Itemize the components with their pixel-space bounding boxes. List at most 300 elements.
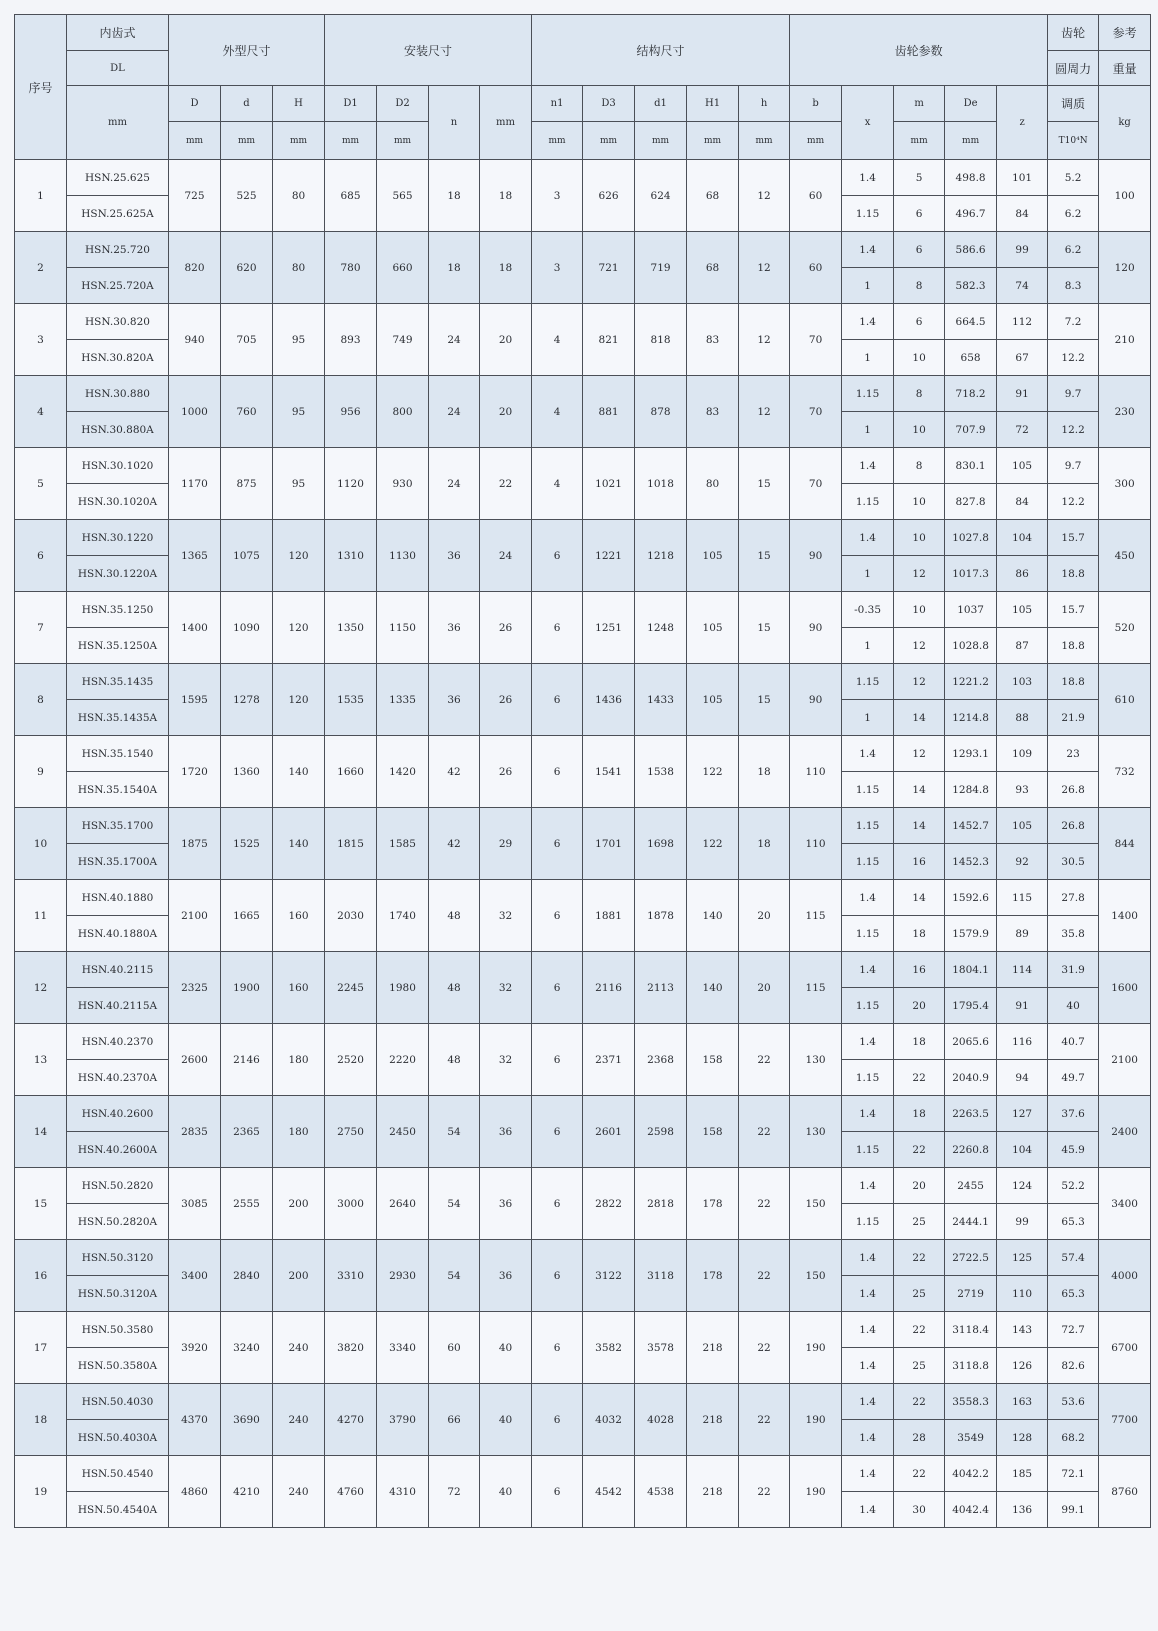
unit-n1: mm <box>532 122 583 160</box>
cell-model: HSN.50.3580 <box>67 1312 169 1348</box>
cell-gear-De: 4042.4 <box>945 1492 997 1528</box>
cell-n1: 6 <box>532 736 583 808</box>
cell-model: HSN.35.1250 <box>67 592 169 628</box>
cell-gear-De: 1452.3 <box>945 844 997 880</box>
cell-gear-De: 1037 <box>945 592 997 628</box>
cell-kg: 450 <box>1099 520 1151 592</box>
cell-gear-T: 65.3 <box>1048 1276 1099 1312</box>
cell-D1: 3820 <box>325 1312 377 1384</box>
cell-gear-x: 1.4 <box>842 304 894 340</box>
cell-mm: 24 <box>480 520 532 592</box>
cell-b: 60 <box>790 160 842 232</box>
cell-model: HSN.35.1540 <box>67 736 169 772</box>
cell-D1: 1350 <box>325 592 377 664</box>
cell-D: 2600 <box>169 1024 221 1096</box>
cell-h: 20 <box>739 952 790 1024</box>
cell-b: 90 <box>790 664 842 736</box>
cell-D: 820 <box>169 232 221 304</box>
cell-d1: 1538 <box>635 736 687 808</box>
cell-model: HSN.40.1880 <box>67 880 169 916</box>
cell-gear-T: 5.2 <box>1048 160 1099 196</box>
cell-H: 140 <box>273 808 325 880</box>
cell-gear-De: 582.3 <box>945 268 997 304</box>
cell-D: 1000 <box>169 376 221 448</box>
cell-D3: 2822 <box>583 1168 635 1240</box>
cell-gear-z: 126 <box>997 1348 1048 1384</box>
cell-seq: 7 <box>15 592 67 664</box>
cell-b: 115 <box>790 952 842 1024</box>
cell-d: 1525 <box>221 808 273 880</box>
cell-D: 3920 <box>169 1312 221 1384</box>
cell-D3: 626 <box>583 160 635 232</box>
cell-model: HSN.40.2370A <box>67 1060 169 1096</box>
cell-model: HSN.50.2820A <box>67 1204 169 1240</box>
cell-gear-De: 707.9 <box>945 412 997 448</box>
cell-D2: 1585 <box>377 808 429 880</box>
col-tempering: 调质 <box>1048 86 1099 122</box>
cell-n1: 6 <box>532 520 583 592</box>
cell-gear-z: 124 <box>997 1168 1048 1204</box>
unit-d: mm <box>221 122 273 160</box>
cell-gear-x: 1.15 <box>842 1204 894 1240</box>
cell-model: HSN.40.2370 <box>67 1024 169 1060</box>
table-row <box>15 304 1151 340</box>
cell-gear-m: 12 <box>894 556 945 592</box>
cell-gear-T: 8.3 <box>1048 268 1099 304</box>
cell-H: 95 <box>273 376 325 448</box>
cell-gear-De: 827.8 <box>945 484 997 520</box>
unit-force: T10⁴N <box>1048 122 1099 160</box>
cell-gear-T: 31.9 <box>1048 952 1099 988</box>
cell-gear-T: 26.8 <box>1048 808 1099 844</box>
cell-n1: 4 <box>532 304 583 376</box>
unit-h: mm <box>739 122 790 160</box>
cell-gear-z: 84 <box>997 484 1048 520</box>
cell-n: 60 <box>429 1312 480 1384</box>
cell-D1: 1660 <box>325 736 377 808</box>
cell-H1: 68 <box>687 232 739 304</box>
cell-mm: 40 <box>480 1312 532 1384</box>
cell-n: 24 <box>429 304 480 376</box>
cell-D1: 1310 <box>325 520 377 592</box>
cell-gear-x: 1.15 <box>842 376 894 412</box>
cell-d1: 2598 <box>635 1096 687 1168</box>
cell-gear-T: 12.2 <box>1048 484 1099 520</box>
cell-seq: 14 <box>15 1096 67 1168</box>
cell-gear-z: 104 <box>997 1132 1048 1168</box>
cell-H: 140 <box>273 736 325 808</box>
cell-b: 190 <box>790 1456 842 1528</box>
cell-D2: 1130 <box>377 520 429 592</box>
cell-gear-x: 1.4 <box>842 1348 894 1384</box>
cell-gear-m: 16 <box>894 844 945 880</box>
cell-gear-m: 8 <box>894 448 945 484</box>
cell-gear-z: 110 <box>997 1276 1048 1312</box>
cell-kg: 844 <box>1099 808 1151 880</box>
cell-D1: 780 <box>325 232 377 304</box>
cell-gear-T: 23 <box>1048 736 1099 772</box>
cell-kg: 2400 <box>1099 1096 1151 1168</box>
col-D3: D3 <box>583 86 635 122</box>
col-d1: d1 <box>635 86 687 122</box>
cell-D: 1170 <box>169 448 221 520</box>
col-D2: D2 <box>377 86 429 122</box>
cell-D2: 4310 <box>377 1456 429 1528</box>
cell-mm: 18 <box>480 160 532 232</box>
cell-model: HSN.25.625A <box>67 196 169 232</box>
cell-D: 2100 <box>169 880 221 952</box>
cell-gear-De: 4042.2 <box>945 1456 997 1492</box>
cell-n: 36 <box>429 664 480 736</box>
cell-model: HSN.30.1020A <box>67 484 169 520</box>
cell-gear-T: 9.7 <box>1048 376 1099 412</box>
cell-D3: 721 <box>583 232 635 304</box>
cell-n1: 6 <box>532 664 583 736</box>
cell-gear-x: 1.15 <box>842 196 894 232</box>
cell-kg: 610 <box>1099 664 1151 736</box>
table-row <box>15 592 1151 628</box>
cell-gear-m: 10 <box>894 484 945 520</box>
cell-D2: 3340 <box>377 1312 429 1384</box>
cell-model: HSN.35.1435 <box>67 664 169 700</box>
cell-D: 1875 <box>169 808 221 880</box>
cell-H1: 218 <box>687 1456 739 1528</box>
cell-H1: 140 <box>687 880 739 952</box>
cell-b: 190 <box>790 1312 842 1384</box>
cell-H1: 178 <box>687 1240 739 1312</box>
cell-gear-m: 22 <box>894 1132 945 1168</box>
cell-H: 95 <box>273 448 325 520</box>
cell-D: 1720 <box>169 736 221 808</box>
cell-D2: 800 <box>377 376 429 448</box>
cell-gear-T: 40.7 <box>1048 1024 1099 1060</box>
cell-D3: 2601 <box>583 1096 635 1168</box>
cell-model: HSN.50.4030 <box>67 1384 169 1420</box>
cell-gear-z: 84 <box>997 196 1048 232</box>
cell-b: 110 <box>790 808 842 880</box>
cell-d: 1900 <box>221 952 273 1024</box>
cell-gear-x: 1.15 <box>842 484 894 520</box>
cell-model: HSN.40.2115A <box>67 988 169 1024</box>
cell-n1: 6 <box>532 1456 583 1528</box>
cell-H1: 83 <box>687 376 739 448</box>
cell-n: 54 <box>429 1168 480 1240</box>
cell-H: 240 <box>273 1456 325 1528</box>
cell-D2: 2450 <box>377 1096 429 1168</box>
cell-gear-x: 1.4 <box>842 1420 894 1456</box>
cell-H1: 218 <box>687 1312 739 1384</box>
cell-h: 15 <box>739 448 790 520</box>
cell-n: 72 <box>429 1456 480 1528</box>
cell-gear-x: 1.15 <box>842 1060 894 1096</box>
cell-D3: 1541 <box>583 736 635 808</box>
cell-H1: 158 <box>687 1096 739 1168</box>
cell-D: 1365 <box>169 520 221 592</box>
cell-gear-m: 22 <box>894 1060 945 1096</box>
cell-gear-m: 6 <box>894 196 945 232</box>
cell-h: 22 <box>739 1096 790 1168</box>
cell-gear-z: 163 <box>997 1384 1048 1420</box>
table-row <box>15 1096 1151 1132</box>
cell-gear-T: 21.9 <box>1048 700 1099 736</box>
cell-d: 875 <box>221 448 273 520</box>
cell-gear-m: 25 <box>894 1204 945 1240</box>
header-force-mid: 圆周力 <box>1048 51 1099 86</box>
cell-mm: 32 <box>480 880 532 952</box>
header-force-top: 齿轮 <box>1048 15 1099 51</box>
col-H: H <box>273 86 325 122</box>
table-row <box>15 1168 1151 1204</box>
cell-kg: 6700 <box>1099 1312 1151 1384</box>
cell-d: 2146 <box>221 1024 273 1096</box>
col-b: b <box>790 86 842 122</box>
cell-gear-m: 10 <box>894 592 945 628</box>
cell-D1: 2030 <box>325 880 377 952</box>
cell-gear-De: 1028.8 <box>945 628 997 664</box>
cell-b: 60 <box>790 232 842 304</box>
cell-n: 66 <box>429 1384 480 1456</box>
cell-gear-De: 1027.8 <box>945 520 997 556</box>
cell-gear-x: 1.4 <box>842 160 894 196</box>
cell-D: 725 <box>169 160 221 232</box>
cell-kg: 3400 <box>1099 1168 1151 1240</box>
cell-gear-m: 14 <box>894 808 945 844</box>
table-row <box>15 160 1151 196</box>
cell-n1: 6 <box>532 1168 583 1240</box>
cell-gear-De: 658 <box>945 340 997 376</box>
cell-model: HSN.35.1435A <box>67 700 169 736</box>
table-row <box>15 736 1151 772</box>
table-row <box>15 664 1151 700</box>
cell-H: 120 <box>273 520 325 592</box>
table-row <box>15 1312 1151 1348</box>
cell-n: 42 <box>429 736 480 808</box>
cell-D2: 3790 <box>377 1384 429 1456</box>
unit-De: mm <box>945 122 997 160</box>
cell-gear-T: 27.8 <box>1048 880 1099 916</box>
cell-gear-x: 1 <box>842 628 894 664</box>
cell-n1: 6 <box>532 1096 583 1168</box>
cell-D3: 4032 <box>583 1384 635 1456</box>
cell-b: 130 <box>790 1096 842 1168</box>
cell-gear-m: 22 <box>894 1240 945 1276</box>
cell-d1: 818 <box>635 304 687 376</box>
cell-model: HSN.50.3120 <box>67 1240 169 1276</box>
cell-model: HSN.40.1880A <box>67 916 169 952</box>
cell-H: 120 <box>273 664 325 736</box>
cell-model: HSN.35.1700A <box>67 844 169 880</box>
cell-gear-m: 20 <box>894 988 945 1024</box>
cell-model: HSN.50.4030A <box>67 1420 169 1456</box>
cell-d1: 4538 <box>635 1456 687 1528</box>
cell-model: HSN.30.820A <box>67 340 169 376</box>
table-row <box>15 232 1151 268</box>
cell-H1: 122 <box>687 808 739 880</box>
cell-gear-T: 9.7 <box>1048 448 1099 484</box>
cell-gear-De: 2260.8 <box>945 1132 997 1168</box>
cell-mm: 36 <box>480 1168 532 1240</box>
cell-h: 22 <box>739 1384 790 1456</box>
col-bolt-mm: mm <box>480 86 532 160</box>
cell-H1: 68 <box>687 160 739 232</box>
cell-mm: 40 <box>480 1456 532 1528</box>
cell-gear-m: 12 <box>894 736 945 772</box>
cell-kg: 520 <box>1099 592 1151 664</box>
unit-d1: mm <box>635 122 687 160</box>
cell-D2: 1420 <box>377 736 429 808</box>
table-row <box>15 1024 1151 1060</box>
cell-H: 80 <box>273 232 325 304</box>
cell-n: 54 <box>429 1240 480 1312</box>
cell-gear-z: 105 <box>997 592 1048 628</box>
cell-gear-De: 1293.1 <box>945 736 997 772</box>
cell-gear-T: 6.2 <box>1048 232 1099 268</box>
cell-gear-z: 74 <box>997 268 1048 304</box>
cell-b: 115 <box>790 880 842 952</box>
cell-gear-T: 40 <box>1048 988 1099 1024</box>
cell-d1: 1248 <box>635 592 687 664</box>
cell-gear-T: 68.2 <box>1048 1420 1099 1456</box>
cell-model: HSN.25.720 <box>67 232 169 268</box>
cell-h: 12 <box>739 232 790 304</box>
cell-D: 4370 <box>169 1384 221 1456</box>
cell-gear-De: 2722.5 <box>945 1240 997 1276</box>
cell-gear-x: 1.4 <box>842 1024 894 1060</box>
cell-d: 2365 <box>221 1096 273 1168</box>
cell-gear-m: 10 <box>894 412 945 448</box>
cell-gear-z: 125 <box>997 1240 1048 1276</box>
cell-gear-x: 1.4 <box>842 1456 894 1492</box>
cell-D: 1400 <box>169 592 221 664</box>
cell-d1: 624 <box>635 160 687 232</box>
cell-gear-m: 6 <box>894 232 945 268</box>
cell-gear-m: 18 <box>894 1096 945 1132</box>
cell-H1: 218 <box>687 1384 739 1456</box>
cell-D1: 2245 <box>325 952 377 1024</box>
cell-gear-z: 93 <box>997 772 1048 808</box>
cell-b: 150 <box>790 1240 842 1312</box>
cell-kg: 100 <box>1099 160 1151 232</box>
cell-gear-x: 1.15 <box>842 1132 894 1168</box>
cell-D2: 660 <box>377 232 429 304</box>
cell-gear-z: 99 <box>997 1204 1048 1240</box>
cell-n1: 3 <box>532 232 583 304</box>
cell-gear-z: 115 <box>997 880 1048 916</box>
cell-gear-z: 88 <box>997 700 1048 736</box>
cell-gear-De: 2040.9 <box>945 1060 997 1096</box>
cell-D3: 881 <box>583 376 635 448</box>
col-D1: D1 <box>325 86 377 122</box>
cell-gear-T: 26.8 <box>1048 772 1099 808</box>
cell-gear-De: 3118.4 <box>945 1312 997 1348</box>
table-row <box>15 448 1151 484</box>
cell-D1: 2520 <box>325 1024 377 1096</box>
cell-h: 12 <box>739 376 790 448</box>
cell-D: 3400 <box>169 1240 221 1312</box>
cell-seq: 11 <box>15 880 67 952</box>
cell-gear-z: 105 <box>997 808 1048 844</box>
cell-seq: 5 <box>15 448 67 520</box>
cell-D1: 3000 <box>325 1168 377 1240</box>
cell-n1: 6 <box>532 808 583 880</box>
cell-gear-z: 101 <box>997 160 1048 196</box>
cell-kg: 732 <box>1099 736 1151 808</box>
table-row <box>15 1456 1151 1492</box>
cell-seq: 8 <box>15 664 67 736</box>
unit-m: mm <box>894 122 945 160</box>
cell-D2: 1150 <box>377 592 429 664</box>
cell-D: 2835 <box>169 1096 221 1168</box>
cell-gear-m: 14 <box>894 772 945 808</box>
cell-d: 2840 <box>221 1240 273 1312</box>
cell-model: HSN.30.1020 <box>67 448 169 484</box>
cell-n: 54 <box>429 1096 480 1168</box>
table-row <box>15 1384 1151 1420</box>
cell-kg: 4000 <box>1099 1240 1151 1312</box>
cell-gear-x: -0.35 <box>842 592 894 628</box>
cell-seq: 12 <box>15 952 67 1024</box>
cell-gear-T: 72.1 <box>1048 1456 1099 1492</box>
cell-seq: 10 <box>15 808 67 880</box>
cell-h: 18 <box>739 736 790 808</box>
cell-D3: 2371 <box>583 1024 635 1096</box>
cell-D1: 4270 <box>325 1384 377 1456</box>
cell-gear-z: 87 <box>997 628 1048 664</box>
cell-H1: 105 <box>687 520 739 592</box>
cell-gear-T: 7.2 <box>1048 304 1099 340</box>
cell-D2: 1335 <box>377 664 429 736</box>
cell-D2: 2640 <box>377 1168 429 1240</box>
cell-d1: 2368 <box>635 1024 687 1096</box>
cell-gear-T: 18.8 <box>1048 628 1099 664</box>
cell-d: 1075 <box>221 520 273 592</box>
cell-model: HSN.40.2600 <box>67 1096 169 1132</box>
cell-b: 70 <box>790 304 842 376</box>
cell-D: 1595 <box>169 664 221 736</box>
cell-D3: 1701 <box>583 808 635 880</box>
cell-D3: 3582 <box>583 1312 635 1384</box>
cell-gear-z: 67 <box>997 340 1048 376</box>
cell-h: 22 <box>739 1312 790 1384</box>
cell-n: 36 <box>429 520 480 592</box>
cell-gear-z: 103 <box>997 664 1048 700</box>
cell-D3: 821 <box>583 304 635 376</box>
cell-gear-T: 18.8 <box>1048 664 1099 700</box>
cell-n: 18 <box>429 160 480 232</box>
cell-n1: 6 <box>532 880 583 952</box>
cell-n: 48 <box>429 880 480 952</box>
unit-H1: mm <box>687 122 739 160</box>
cell-h: 22 <box>739 1024 790 1096</box>
unit-H: mm <box>273 122 325 160</box>
cell-gear-De: 1214.8 <box>945 700 997 736</box>
cell-gear-De: 1579.9 <box>945 916 997 952</box>
cell-H: 180 <box>273 1024 325 1096</box>
cell-gear-De: 2263.5 <box>945 1096 997 1132</box>
cell-D3: 1021 <box>583 448 635 520</box>
cell-mm: 26 <box>480 736 532 808</box>
cell-d: 705 <box>221 304 273 376</box>
cell-gear-m: 14 <box>894 880 945 916</box>
cell-gear-De: 2455 <box>945 1168 997 1204</box>
cell-gear-x: 1 <box>842 268 894 304</box>
cell-gear-z: 99 <box>997 232 1048 268</box>
cell-D1: 2750 <box>325 1096 377 1168</box>
cell-d: 1360 <box>221 736 273 808</box>
cell-n: 48 <box>429 952 480 1024</box>
col-n: n <box>429 86 480 160</box>
cell-H: 240 <box>273 1384 325 1456</box>
